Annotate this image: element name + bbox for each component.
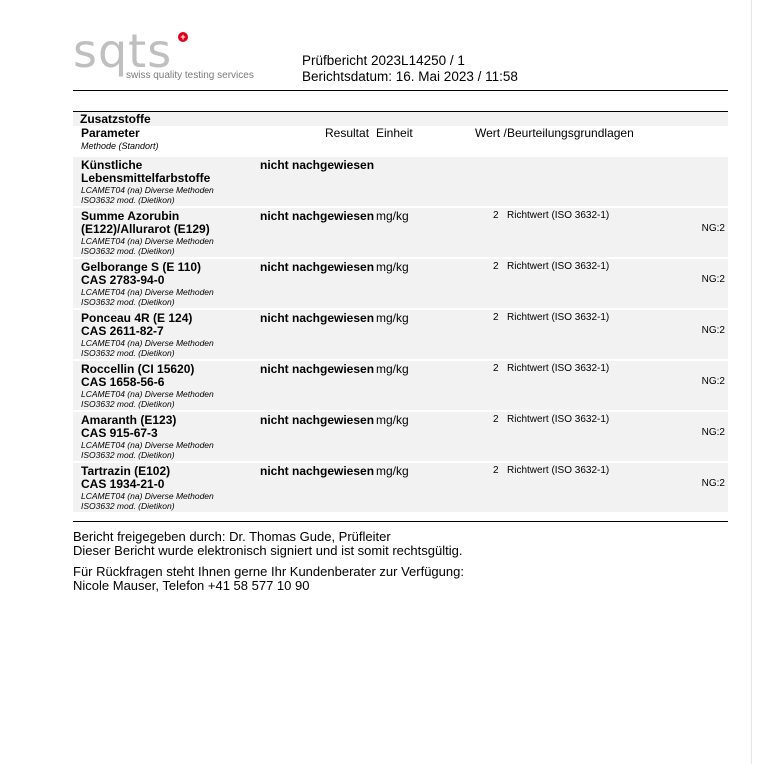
parameter-method: LCAMET04 (na) Diverse Methoden ISO3632 mod. (Dietikon) <box>81 236 214 256</box>
parameter-method: LCAMET04 (na) Diverse Methoden ISO3632 mod. (Dietikon) <box>81 389 214 409</box>
limit-value: 2 <box>493 312 499 323</box>
release-note <box>73 530 462 558</box>
result-value: nicht nachgewiesen <box>260 311 375 325</box>
parameter-method: LCAMET04 (na) Diverse Methoden ISO3632 mod. (Dietikon) <box>81 491 214 511</box>
result-value: nicht nachgewiesen <box>260 209 375 223</box>
assessment-basis: Richtwert (ISO 3632-1) <box>507 465 610 476</box>
limit-value: 2 <box>493 465 499 476</box>
assessment-basis: Richtwert (ISO 3632-1) <box>507 414 610 425</box>
swiss-cross-icon: + <box>178 32 188 42</box>
unit-value: mg/kg <box>376 311 409 325</box>
detection-limit: NG:2 <box>701 427 725 438</box>
column-method-label: Methode (Standort) <box>81 141 159 151</box>
parameter-name: Ponceau 4R (E 124) CAS 2611-82-7 <box>81 311 193 338</box>
sqts-logo <box>73 24 283 86</box>
unit-value: mg/kg <box>376 464 409 478</box>
limit-value: 2 <box>493 210 499 221</box>
table-bottom-rule <box>73 521 728 522</box>
column-value-header: Wert / <box>475 126 507 140</box>
unit-value: mg/kg <box>376 362 409 376</box>
limit-value: 2 <box>493 414 499 425</box>
detection-limit: NG:2 <box>701 376 725 387</box>
parameter-method: LCAMET04 (na) Diverse Methoden ISO3632 mod. (Dietikon) <box>81 185 214 205</box>
contact-note <box>73 565 464 593</box>
result-value: nicht nachgewiesen <box>260 362 375 376</box>
unit-value: mg/kg <box>376 260 409 274</box>
assessment-basis: Richtwert (ISO 3632-1) <box>507 312 610 323</box>
header-divider <box>73 90 728 91</box>
parameter-name: Gelborange S (E 110) CAS 2783-94-0 <box>81 260 202 287</box>
table-row <box>73 310 728 359</box>
parameter-name: Amaranth (E123) CAS 915-67-3 <box>81 413 177 440</box>
assessment-basis: Richtwert (ISO 3632-1) <box>507 363 610 374</box>
column-parameter-label: Parameter <box>81 126 140 140</box>
signature-note: Dieser Bericht wurde elektronisch signiert und ist somit rechtsgültig. <box>73 543 463 558</box>
column-result-header: Resultat <box>325 126 370 140</box>
unit-value: mg/kg <box>376 209 409 223</box>
logo-tagline: swiss quality testing services <box>126 70 254 81</box>
table-row <box>73 208 728 257</box>
assessment-basis: Richtwert (ISO 3632-1) <box>507 261 610 272</box>
report-date: Berichtsdatum: 16. Mai 2023 / 11:58 <box>302 69 518 84</box>
column-basis-header: Beurteilungsgrundlagen <box>507 126 634 140</box>
detection-limit: NG:2 <box>701 478 725 489</box>
limit-value: 2 <box>493 363 499 374</box>
report-header <box>302 53 518 85</box>
detection-limit: NG:2 <box>701 223 725 234</box>
result-value: nicht nachgewiesen <box>260 413 375 427</box>
section-title: Zusatzstoffe <box>73 112 728 126</box>
table-row <box>73 157 728 206</box>
limit-value: 2 <box>493 261 499 272</box>
table-row <box>73 361 728 410</box>
detection-limit: NG:2 <box>701 274 725 285</box>
released-by: Bericht freigegeben durch: Dr. Thomas Gude, Prüfleiter <box>73 529 391 544</box>
parameter-name: Künstliche Lebensmittelfarbstoffe <box>81 158 211 185</box>
result-value: nicht nachgewiesen <box>260 158 375 172</box>
parameter-method: LCAMET04 (na) Diverse Methoden ISO3632 mod. (Dietikon) <box>81 287 214 307</box>
table-row <box>73 259 728 308</box>
contact-person: Nicole Mauser, Telefon +41 58 577 10 90 <box>73 578 310 593</box>
table-row <box>73 412 728 461</box>
parameter-method: LCAMET04 (na) Diverse Methoden ISO3632 mod. (Dietikon) <box>81 440 214 460</box>
detection-limit: NG:2 <box>701 325 725 336</box>
report-number: Prüfbericht 2023L14250 / 1 <box>302 53 465 68</box>
logo-wordmark: sqts <box>73 24 173 78</box>
parameter-method: LCAMET04 (na) Diverse Methoden ISO3632 mod. (Dietikon) <box>81 338 214 358</box>
column-parameter-header <box>81 127 159 153</box>
parameter-name: Summe Azorubin (E122)/Allurarot (E129) <box>81 209 210 236</box>
result-value: nicht nachgewiesen <box>260 260 375 274</box>
table-row <box>73 463 728 512</box>
unit-value: mg/kg <box>376 413 409 427</box>
parameter-name: Tartrazin (E102) CAS 1934-21-0 <box>81 464 171 491</box>
column-unit-header: Einheit <box>376 126 413 140</box>
assessment-basis: Richtwert (ISO 3632-1) <box>507 210 610 221</box>
result-value: nicht nachgewiesen <box>260 464 375 478</box>
parameter-name: Roccellin (CI 15620) CAS 1658-56-6 <box>81 362 195 389</box>
questions-note: Für Rückfragen steht Ihnen gerne Ihr Kundenberater zur Verfügung: <box>73 564 464 579</box>
